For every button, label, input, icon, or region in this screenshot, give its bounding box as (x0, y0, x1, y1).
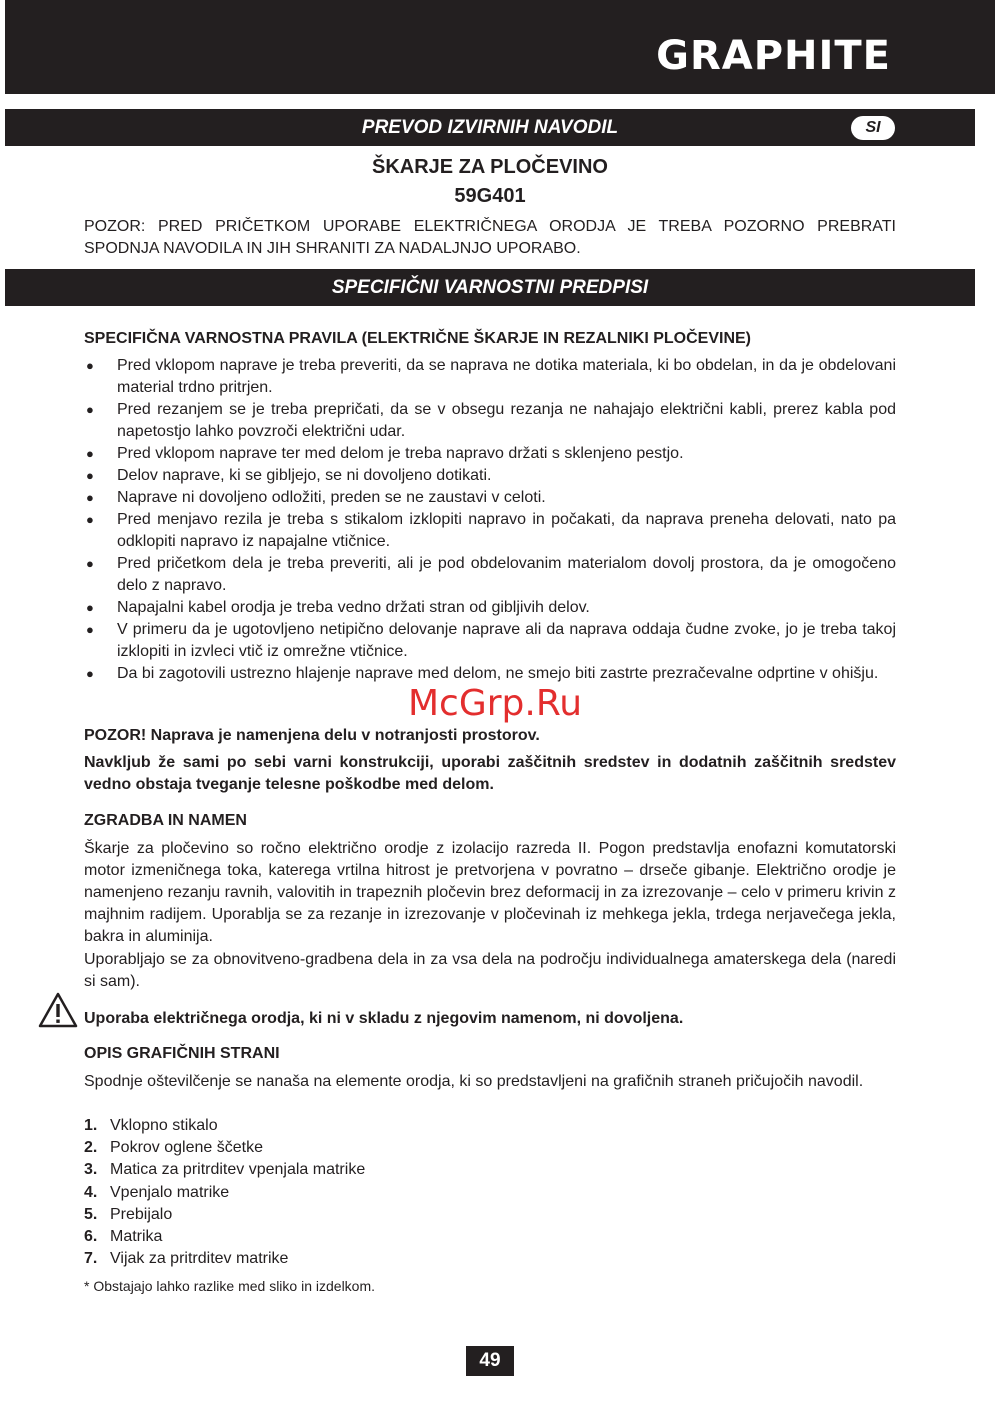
list-item: ● Pred vklopom naprave je treba preveriti, da se naprava ne dotika materiala, ki bo obdelan, in da je obdelovani material trdno pritrjen. (84, 355, 896, 399)
section-heading-graphic-pages: OPIS GRAFIČNIH STRANI (84, 1045, 280, 1062)
language-badge: SI (851, 116, 895, 140)
graphic-pages-intro: Spodnje oštevilčenje se nanaša na elemente orodja, ki so predstavljeni na grafičnih straneh pričujočih navodil. (84, 1073, 864, 1090)
construction-paragraph: Škarje za pločevino so ročno električno orodje z izolacijo razreda II. Pogon predstavlja enofazni komutatorski motor izmeničnega toka, katerega vrtilna hitrost je pretvorjena v povratno – drseče gibanje. Električno orodje je namenjeno rezanju ravnih, valovitih in trapeznih pločevin brez deformacij in za izrezovanje – celo v primeru krivin z majhnim radijem. Uporablja se za rezanje in izrezovanje v pločevinah iz mehkega jekla, trdega nerjavečega jekla, bakra in aluminija. (84, 840, 896, 945)
safety-bar (5, 269, 975, 306)
list-item (84, 1204, 896, 1226)
list-item (84, 1159, 896, 1181)
list-item: ● Pred vklopom naprave ter med delom je treba napravo držati s sklenjeno pestjo. (84, 443, 896, 465)
parts-list (84, 1115, 896, 1270)
list-item: ● Naprave ni dovoljeno odložiti, preden se ne zaustavi v celoti. (84, 487, 896, 509)
item-number: 7. (84, 1250, 98, 1268)
item-text: Pokrov oglene ščetke (110, 1139, 263, 1157)
item-number: 5. (84, 1205, 98, 1223)
section-heading-construction: ZGRADBA IN NAMEN (84, 812, 247, 829)
usage-paragraph: Uporabljajo se za obnovitveno-gradbena dela in za vsa dela na področju individualnega amaterskega dela (naredi si sam). (84, 951, 896, 990)
misuse-warning: Uporaba električnega orodja, ki ni v skladu z njegovim namenom, ni dovoljena. (84, 1010, 684, 1027)
list-item (84, 1226, 896, 1248)
list-item (84, 1248, 896, 1270)
item-text: Vklopno stikalo (110, 1117, 218, 1134)
safety-bar-title: SPECIFIČNI VARNOSTNI PREDPISI (331, 277, 649, 298)
watermark: McGrp.Ru (408, 683, 583, 724)
item-text: Matrika (110, 1228, 163, 1246)
footnote: * Obstajajo lahko razlike med sliko in izdelkom. (84, 1278, 376, 1294)
list-item: ● Pred pričetkom dela je treba preveriti, ali je pod obdelovanim materialom dovolj prostora, da je omogočeno delo z napravo. (84, 553, 896, 597)
product-title: ŠKARJE ZA PLOČEVINO (372, 156, 608, 178)
list-item: ● V primeru da je ugotovljeno netipično delovanje naprave ali da naprava oddaja čudne zvoke, jo je treba takoj izklopiti in izvleci vtič iz omrežne vtičnice. (84, 619, 896, 663)
item-number: 2. (84, 1139, 98, 1157)
product-model: 59G401 (454, 185, 526, 207)
page-number: 49 (466, 1346, 514, 1376)
item-number: 4. (84, 1183, 98, 1201)
section-heading-safety-rules: SPECIFIČNA VARNOSTNA PRAVILA (ELEKTRIČNE ŠKARJE IN REZALNIKI PLOČEVINE) (84, 330, 751, 347)
list-item (84, 1115, 896, 1137)
list-item: ● Pred menjavo rezila je treba s stikalom izklopiti napravo in počakati, da naprava preneha delovati, nato pa odklopiti napravo iz napajalne vtičnice. (84, 509, 896, 553)
item-number: 3. (84, 1161, 98, 1179)
item-number: 1. (84, 1117, 98, 1134)
item-text: Prebijalo (110, 1205, 173, 1223)
item-text: Vijak za pritrditev matrike (110, 1250, 289, 1268)
warning-triangle-icon (38, 992, 78, 1028)
item-text: Matica za pritrditev vpenjala matrike (110, 1161, 366, 1179)
list-item (84, 1137, 896, 1159)
list-item: ● Pred rezanjem se je treba prepričati, da se v obsegu rezanja ne nahajajo električni kabli, prerez kabla pod napetostjo lahko povzroči električni udar. (84, 399, 896, 443)
list-item (84, 1182, 896, 1204)
translation-bar-title: PREVOD IZVIRNIH NAVODIL (361, 117, 619, 138)
header-band (5, 0, 995, 94)
indoor-use-warning: POZOR! Naprava je namenjena delu v notranjosti prostorov. (84, 727, 540, 744)
list-item: ● Napajalni kabel orodja je treba vedno držati stran od gibljivih delov. (84, 597, 896, 619)
list-item: ● Da bi zagotovili ustrezno hlajenje naprave med delom, ne smejo biti zastrte prezračevalne odprtine v ohišju. (84, 663, 896, 685)
item-text: Vpenjalo matrike (110, 1183, 230, 1201)
item-number: 6. (84, 1228, 98, 1246)
graphite-logo: GRAPHITE (656, 33, 891, 79)
translation-bar (5, 109, 975, 146)
residual-risk-warning: Navkljub že sami po sebi varni konstrukciji, uporabi zaščitnih sredstev in dodatnih zaščitnih sredstev vedno obstaja tveganje telesne poškodbe med delom. (84, 754, 896, 793)
intro-warning: POZOR: PRED PRIČETKOM UPORABE ELEKTRIČNEGA ORODJA JE TREBA POZORNO PREBRATI SPODNJA NAVODILA IN JIH SHRANITI ZA NADALJNJO UPORABO. (84, 218, 896, 257)
list-item: ● Delov naprave, ki se gibljejo, se ni dovoljeno dotikati. (84, 465, 896, 487)
safety-bullet-list (84, 355, 896, 685)
